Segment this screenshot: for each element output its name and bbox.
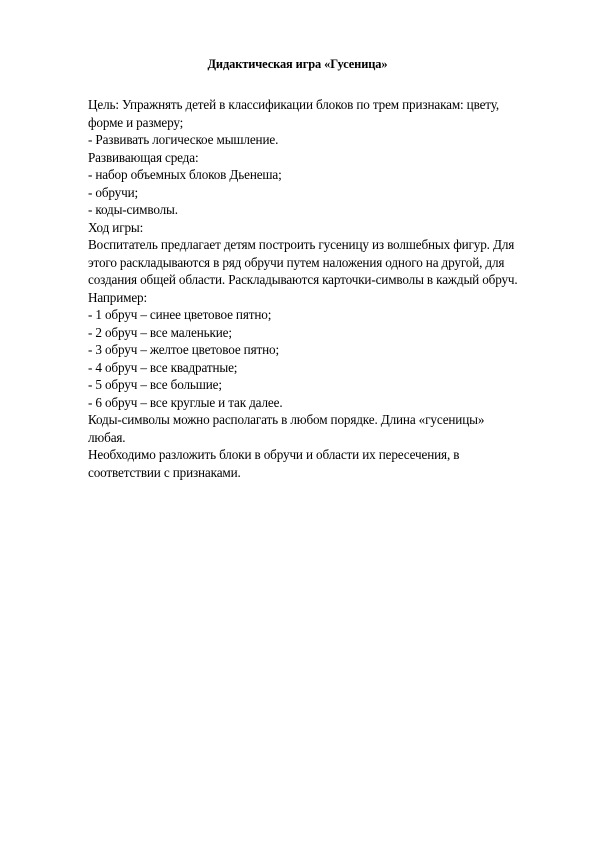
text-line: - обручи;	[88, 184, 139, 200]
document-title: Дидактическая игра «Гусеница»	[207, 57, 388, 71]
text-line: - 4 обруч – все квадратные;	[88, 359, 238, 375]
text-line: форме и размеру;	[88, 114, 184, 130]
document-body	[88, 96, 548, 481]
text-line: - Развивать логическое мышление.	[88, 132, 279, 147]
text-line: этого раскладываются в ряд обручи путем наложения одного на другой, для	[88, 254, 505, 270]
text-line: соответствии с признаками.	[88, 464, 241, 480]
text-line: любая.	[88, 429, 126, 445]
text-line: - 6 обруч – все круглые и так далее.	[88, 394, 283, 410]
text-line: - 2 обруч – все маленькие;	[88, 324, 232, 340]
text-line: Ход игры:	[88, 219, 144, 235]
text-line: Цель: Упражнять детей в классификации блоков по трем признакам: цвету,	[88, 97, 500, 112]
text-line: - 5 обруч – все большие;	[88, 377, 222, 392]
text-line: - набор объемных блоков Дьенеша;	[88, 167, 282, 182]
text-line: Коды-символы можно располагать в любом порядке. Длина «гусеницы»	[88, 412, 485, 427]
text-line: Воспитатель предлагает детям построить гусеницу из волшебных фигур. Для	[88, 237, 515, 252]
text-line: - коды-символы.	[88, 202, 178, 217]
text-line: создания общей области. Раскладываются карточки-символы в каждый обруч.	[88, 272, 518, 287]
text-line: Например:	[88, 289, 148, 305]
text-line: - 1 обруч – синее цветовое пятно;	[88, 307, 272, 322]
text-line: Развивающая среда:	[88, 149, 199, 165]
text-line: Необходимо разложить блоки в обручи и области их пересечения, в	[88, 447, 460, 462]
text-line: - 3 обруч – желтое цветовое пятно;	[88, 342, 279, 357]
